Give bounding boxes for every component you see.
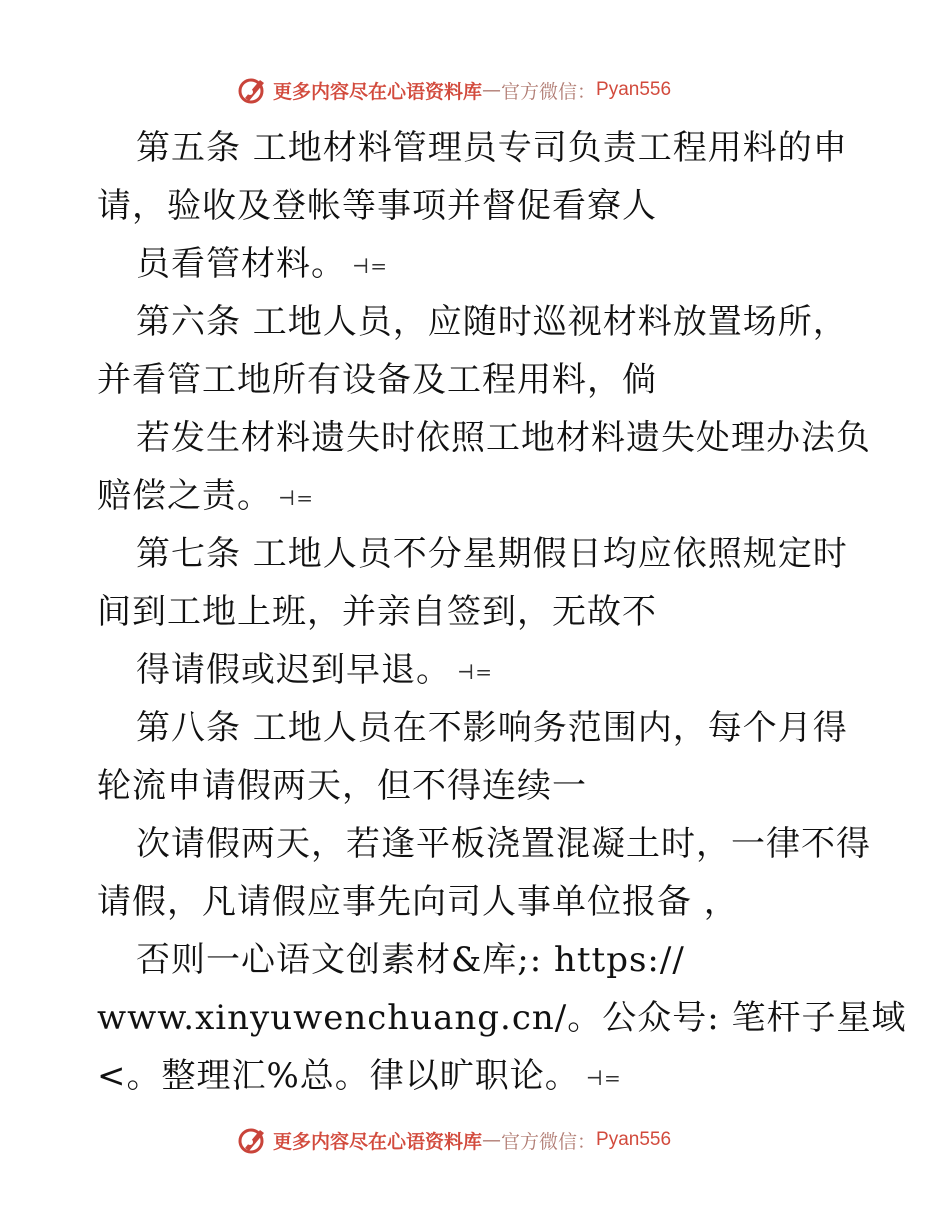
text-line: 赔偿之责。 ⊣= bbox=[97, 476, 314, 516]
text-line: 员看管材料。 ⊣= bbox=[136, 244, 388, 284]
text-line: 间到工地上班，并亲自签到，无故不 bbox=[97, 592, 657, 632]
paragraph-mark: ⊣= bbox=[278, 486, 314, 510]
text-line: 得请假或迟到早退。 ⊣= bbox=[136, 650, 493, 690]
banner-text: 更多内容尽在心语资料库 bbox=[273, 1130, 483, 1153]
banner-text: 更多内容尽在心语资料库 bbox=[273, 80, 483, 103]
text-line: 若发生材料遗失时依照工地材料遗失处理办法负 bbox=[136, 418, 871, 458]
text-line: 请，验收及登帐等事项并督促看寮人 bbox=[97, 186, 657, 226]
paragraph-mark: ⊣= bbox=[585, 1066, 622, 1090]
banner-dash: — bbox=[482, 79, 502, 101]
banner-wechat-id: Pyan556 bbox=[596, 79, 672, 100]
text-line: 并看管工地所有设备及工程用料，倘 bbox=[97, 360, 657, 400]
text-line: 第六条 工地人员，应随时巡视材料放置场所， bbox=[136, 302, 848, 342]
text-line: <。整理汇%总。律以旷职论。 ⊣= bbox=[97, 1056, 622, 1096]
banner-official-label: 官方微信： bbox=[501, 1130, 597, 1153]
text-line: www.xinyuwenchuang.cn/。公众号: 笔杆子星域 bbox=[97, 998, 907, 1038]
logo-icon bbox=[236, 74, 268, 106]
banner-official-label: 官方微信： bbox=[501, 80, 597, 103]
banner-wechat-id: Pyan556 bbox=[596, 1129, 672, 1150]
banner-dash: — bbox=[482, 1129, 502, 1151]
text-line: 第五条 工地材料管理员专司负责工程用料的申 bbox=[136, 128, 848, 168]
text-line: 第七条 工地人员不分星期假日均应依照规定时 bbox=[136, 534, 848, 574]
text-line: 轮流申请假两天，但不得连续一 bbox=[97, 766, 587, 806]
text-line: 次请假两天，若逢平板浇置混凝土时，一律不得 bbox=[136, 824, 871, 864]
header-banner bbox=[236, 74, 671, 106]
text-line: 否则一心语文创素材&库;: https:// bbox=[136, 940, 685, 980]
text-line: 第八条 工地人员在不影响务范围内，每个月得 bbox=[136, 708, 848, 748]
paragraph-mark: ⊣= bbox=[457, 660, 493, 684]
paragraph-mark: ⊣= bbox=[352, 254, 388, 278]
footer-banner bbox=[236, 1124, 671, 1156]
logo-icon bbox=[236, 1124, 268, 1156]
text-line: 请假，凡请假应事先向司人事单位报备 ， bbox=[97, 882, 739, 922]
